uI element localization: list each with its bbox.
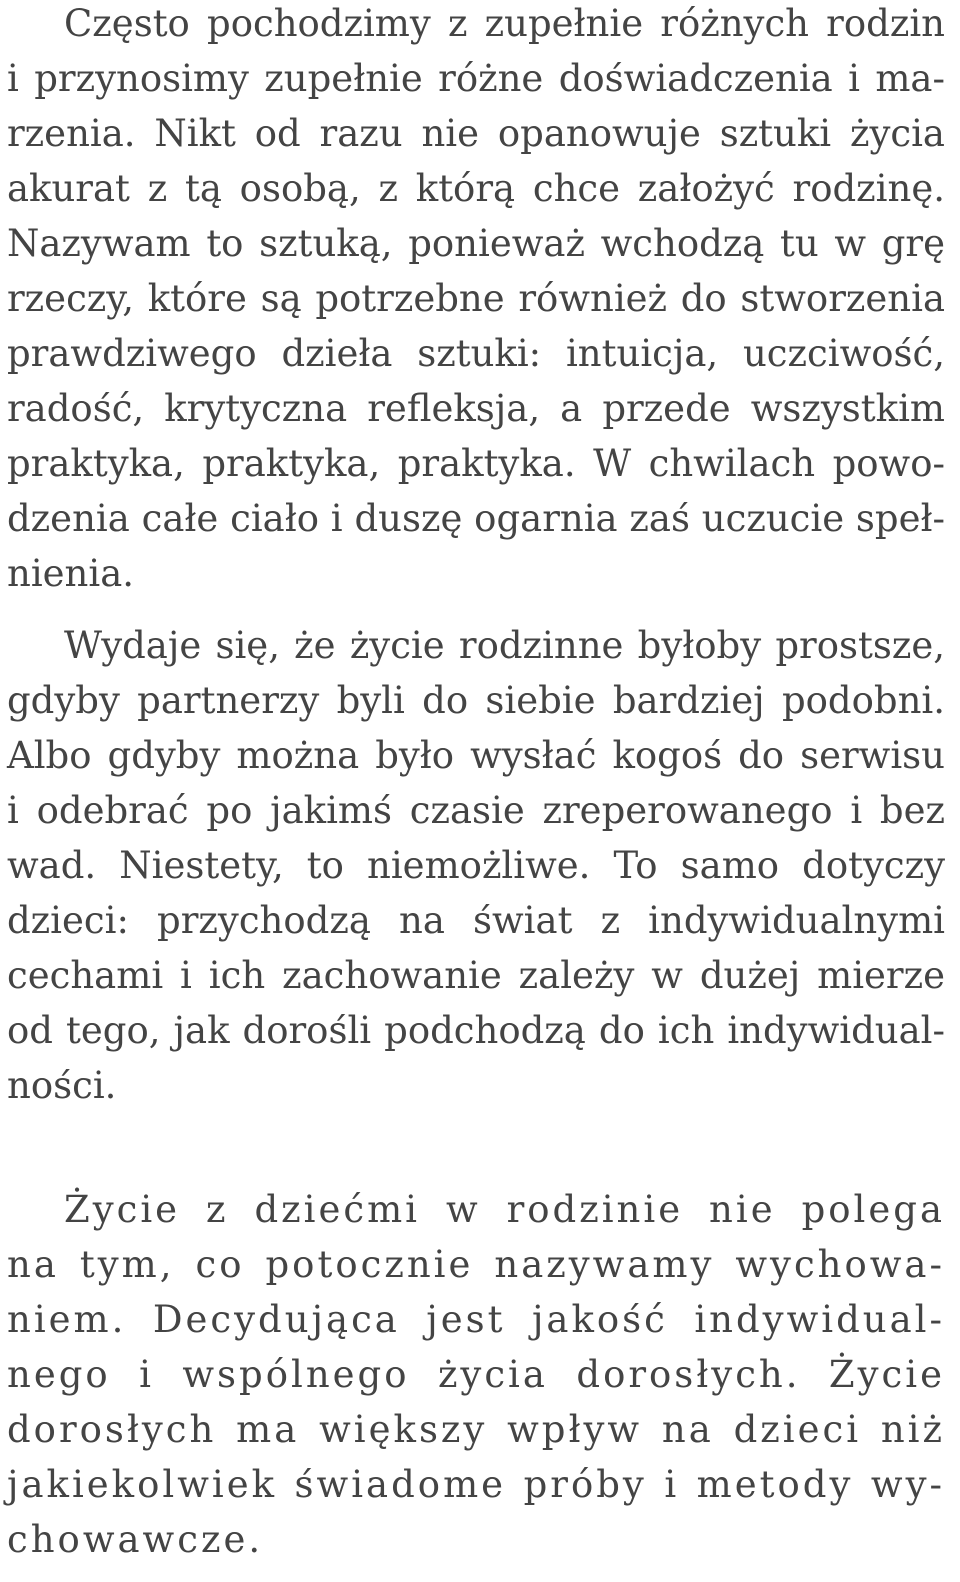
text-line: nego i wspólnego życia dorosłych. Życie xyxy=(7,1353,945,1396)
text-line: Nazywam to sztuką, ponieważ wchodzą tu w grę xyxy=(7,222,945,265)
text-line: praktyka, praktyka, praktyka. W chwilach powo- xyxy=(7,442,945,485)
text-line: radość, krytyczna refleksja, a przede wszystkim xyxy=(7,387,945,430)
text-line: od tego, jak dorośli podchodzą do ich indywidual- xyxy=(7,1009,945,1052)
text-line: i przynosimy zupełnie różne doświadczenia i ma- xyxy=(7,57,945,100)
text-line: i odebrać po jakimś czasie zreperowanego i bez xyxy=(7,789,945,832)
text-line: Często pochodzimy z zupełnie różnych rodzin xyxy=(64,2,945,45)
text-line: rzenia. Nikt od razu nie opanowuje sztuki życia xyxy=(7,112,945,155)
text-line: na tym, co potocznie nazywamy wychowa- xyxy=(7,1243,945,1286)
text-line: wad. Niestety, to niemożliwe. To samo dotyczy xyxy=(7,844,945,887)
text-line: chowawcze. xyxy=(7,1518,264,1561)
text-line: gdyby partnerzy byli do siebie bardziej podobni. xyxy=(7,679,945,722)
text-line: nienia. xyxy=(7,552,135,595)
text-line: prawdziwego dzieła sztuki: intuicja, uczciwość, xyxy=(7,332,945,375)
text-line: cechami i ich zachowanie zależy w dużej mierze xyxy=(7,954,945,997)
text-line: Życie z dziećmi w rodzinie nie polega xyxy=(64,1188,945,1231)
text-line: dzenia całe ciało i duszę ogarnia zaś uczucie speł- xyxy=(7,497,945,540)
text-line: Albo gdyby można było wysłać kogoś do serwisu xyxy=(7,734,945,777)
text-line: ności. xyxy=(7,1064,117,1107)
text-line: niem. Decydująca jest jakość indywidual- xyxy=(7,1298,945,1341)
text-line: akurat z tą osobą, z którą chce założyć rodzinę. xyxy=(7,167,945,210)
text-line: Wydaje się, że życie rodzinne byłoby prostsze, xyxy=(64,624,945,667)
text-line: dzieci: przychodzą na świat z indywidualnymi xyxy=(7,899,945,942)
text-line: rzeczy, które są potrzebne również do stworzenia xyxy=(7,277,945,320)
text-line: jakiekolwiek świadome próby i metody wy- xyxy=(7,1463,945,1506)
text-line: dorosłych ma większy wpływ na dzieci niż xyxy=(7,1408,945,1451)
